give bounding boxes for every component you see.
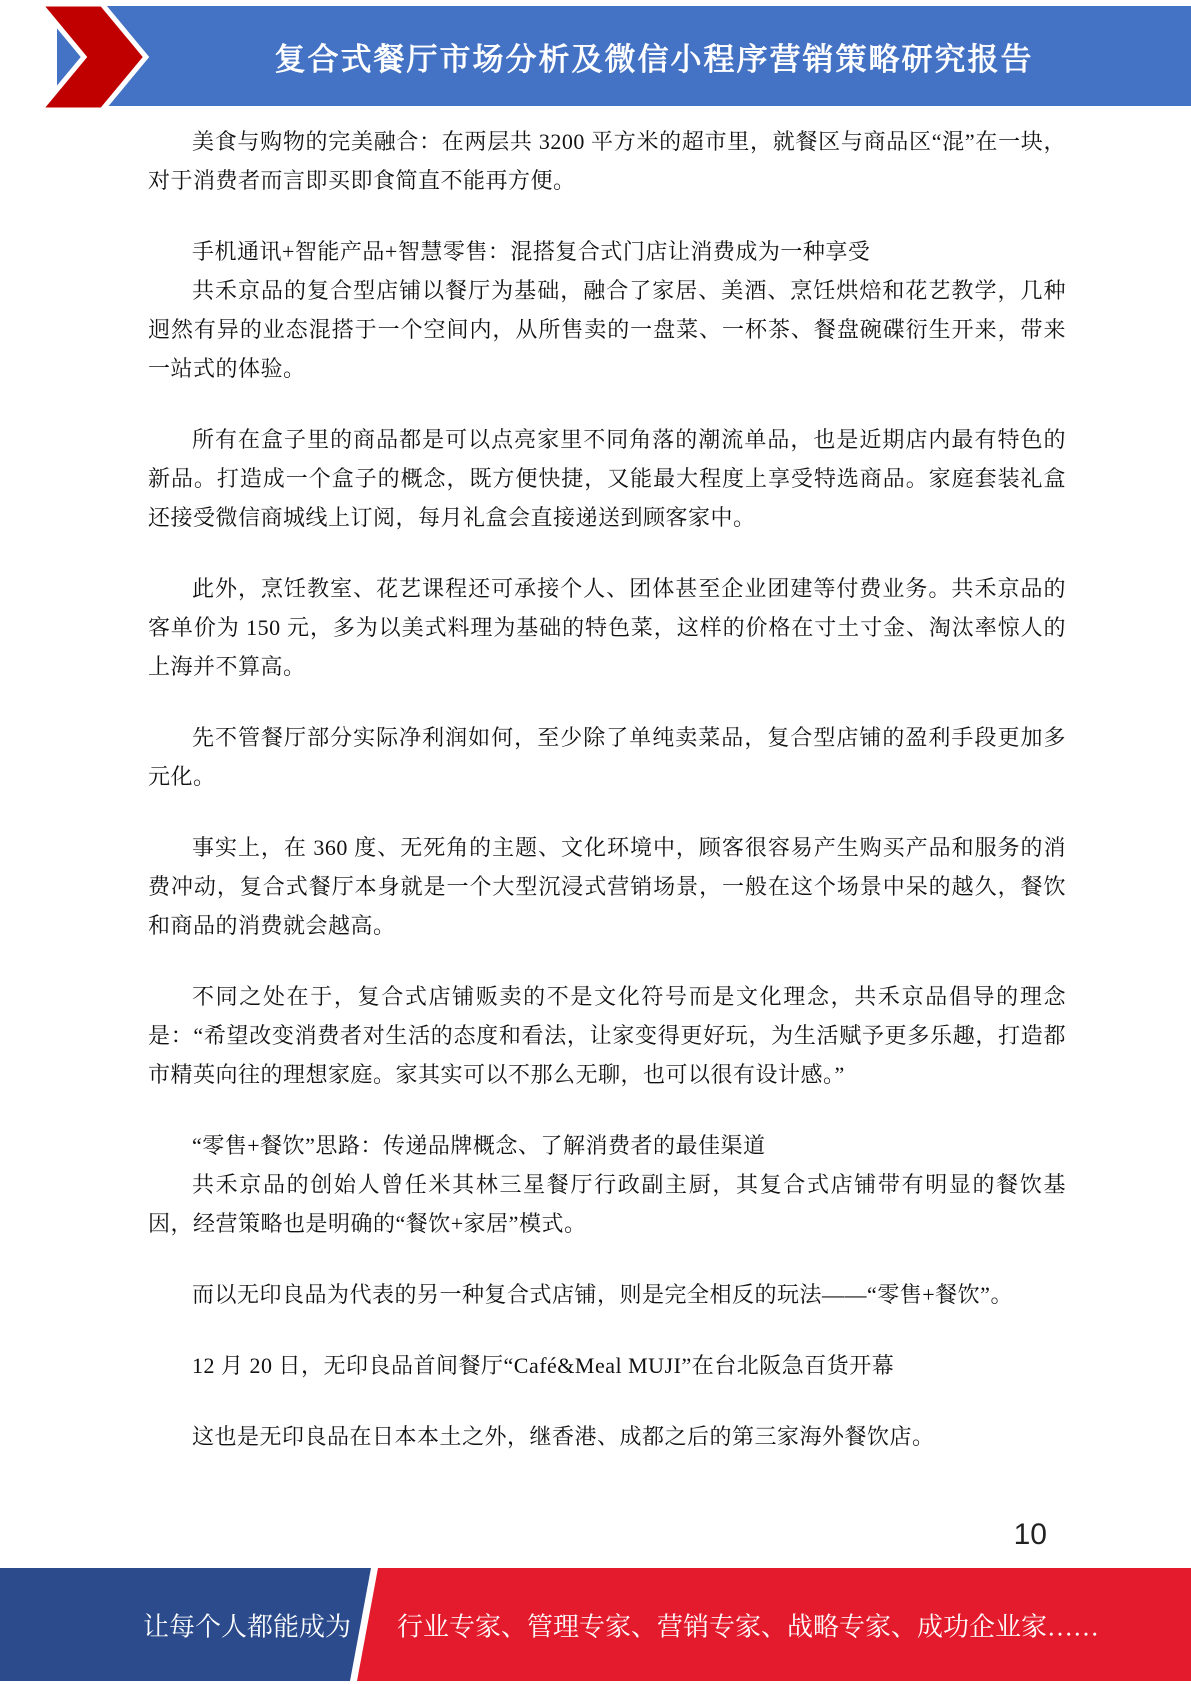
paragraph: “零售+餐饮”思路：传递品牌概念、了解消费者的最佳渠道 — [192, 1133, 766, 1158]
paragraph: 手机通讯+智能产品+智慧零售：混搭复合式门店让消费成为一种享受 — [192, 239, 871, 264]
page-number: 10 — [1013, 1518, 1047, 1551]
paragraph: 事实上，在 360 度、无死角的主题、文化环境中，顾客很容易产生购买产品和服务的消费冲动，复合式餐厅本身就是一个大型沉浸式营销场景，一般在这个场景中呆的越久，餐饮和商品的消费就会越高。 — [148, 835, 1066, 938]
footer-slogan-right: 行业专家、管理专家、营销专家、战略专家、成功企业家…… — [397, 1612, 1100, 1641]
page-title: 复合式餐厅市场分析及微信小程序营销策略研究报告 — [274, 41, 1034, 77]
paragraph: 先不管餐厅部分实际净利润如何，至少除了单纯卖菜品，复合型店铺的盈利手段更加多元化。 — [148, 725, 1066, 789]
paragraph: 这也是无印良品在日本本土之外，继香港、成都之后的第三家海外餐饮店。 — [192, 1424, 935, 1449]
header-banner — [57, 6, 1191, 106]
footer-slogan-left: 让每个人都能成为 — [143, 1612, 352, 1641]
paragraph: 不同之处在于，复合式店铺贩卖的不是文化符号而是文化理念，共禾京品倡导的理念是：“希望改变消费者对生活的态度和看法，让家变得更好玩，为生活赋予更多乐趣，打造都市精英向往的理想家庭。家其实可以不那么无聊，也可以很有设计感。” — [148, 984, 1066, 1087]
document-body — [148, 122, 1066, 1456]
paragraph: 12 月 20 日，无印良品首间餐厅“Café&Meal MUJI”在台北阪急百货开幕 — [192, 1353, 895, 1378]
paragraph: 所有在盒子里的商品都是可以点亮家里不同角落的潮流单品，也是近期店内最有特色的新品。打造成一个盒子的概念，既方便快捷，又能最大程度上享受特选商品。家庭套装礼盒还接受微信商城线上订阅，每月礼盒会直接递送到顾客家中。 — [148, 427, 1066, 530]
paragraph: 此外，烹饪教室、花艺课程还可承接个人、团体甚至企业团建等付费业务。共禾京品的客单价为 150 元，多为以美式料理为基础的特色菜，这样的价格在寸土寸金、淘汰率惊人的上海并不算高。 — [148, 576, 1066, 679]
chevron-right-icon — [36, 1, 150, 113]
paragraph: 美食与购物的完美融合：在两层共 3200 平方米的超市里，就餐区与商品区“混”在一块，对于消费者而言即买即食简直不能再方便。 — [148, 129, 1066, 193]
paragraph: 而以无印良品为代表的另一种复合式店铺，则是完全相反的玩法——“零售+餐饮”。 — [192, 1282, 1013, 1307]
paragraph: 共禾京品的创始人曾任米其林三星餐厅行政副主厨，其复合式店铺带有明显的餐饮基因，经营策略也是明确的“餐饮+家居”模式。 — [148, 1172, 1066, 1236]
footer-band — [0, 1568, 1191, 1681]
paragraph: 共禾京品的复合型店铺以餐厅为基础，融合了家居、美酒、烹饪烘焙和花艺教学，几种迥然有异的业态混搭于一个空间内，从所售卖的一盘菜、一杯茶、餐盘碗碟衍生开来，带来一站式的体验。 — [148, 278, 1066, 381]
